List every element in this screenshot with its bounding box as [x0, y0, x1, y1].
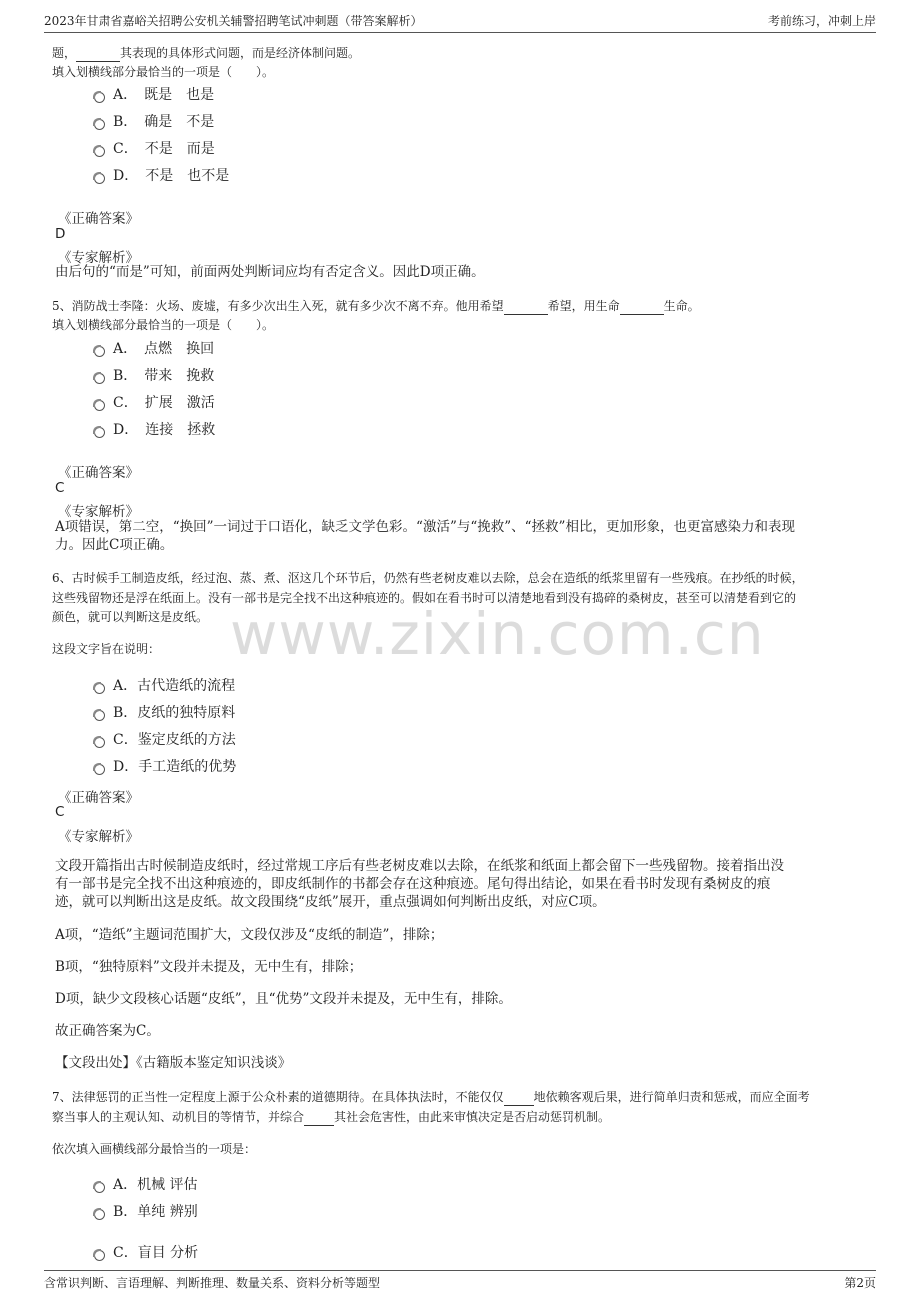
q4-option-a[interactable]: A． 既是 也是 — [94, 84, 214, 104]
fill-blank — [504, 1093, 534, 1106]
q4-analysis-label: 《专家解析》 — [58, 250, 139, 266]
q5-analysis-label: 《专家解析》 — [58, 504, 139, 520]
page-footer — [44, 1270, 876, 1293]
radio-icon — [94, 1250, 105, 1261]
q7-option-c[interactable]: C．盲目 分析 — [94, 1242, 198, 1262]
q4-prompt: 填入划横线部分最恰当的一项是（ ）。 — [52, 65, 275, 79]
watermark: www.zixin.com.cn — [230, 600, 765, 668]
q7-prompt: 依次填入画横线部分最恰当的一项是： — [52, 1142, 257, 1156]
q5-prompt: 填入划横线部分最恰当的一项是（ ）。 — [52, 318, 275, 332]
q6-stem-line-3: 颜色，就可以判断这是皮纸。 — [52, 610, 209, 624]
q5-analysis-line-2: 力。因此C项正确。 — [55, 537, 174, 553]
q5-option-d[interactable]: D． 连接 拯救 — [94, 419, 215, 439]
q4-stem: 题， 其表现的具体形式问题，而是经济体制问题。 — [52, 46, 361, 60]
header-slogan: 考前练习，冲刺上岸 — [767, 14, 876, 28]
q5-stem: 5、消防战士李隆：火场、废墟，有多少次出生入死，就有多少次不离不弃。他用希望 希望，用生命 生命。 — [52, 299, 700, 313]
q6-option-c[interactable]: C．鉴定皮纸的方法 — [94, 729, 236, 749]
q6-analysis-label: 《专家解析》 — [58, 829, 139, 845]
q6-source: 【文段出处】《古籍版本鉴定知识浅谈》 — [55, 1055, 292, 1071]
q7-stem-line-1: 7、法律惩罚的正当性一定程度上源于公众朴素的道德期待。在具体执法时，不能仅仅 地依赖客观后果，进行简单归责和惩戒，而应全面考 — [52, 1090, 810, 1104]
q4-option-d[interactable]: D． 不是 也不是 — [94, 165, 229, 185]
footer-question-types: 含常识判断、言语理解、判断推理、数量关系、资料分析等题型 — [44, 1276, 381, 1290]
q6-stem-line-1: 6、古时候手工制造皮纸，经过泡、蒸、煮、沤这几个环节后，仍然有些老树皮难以去除，总会在造纸的纸浆里留有一些残痕。在抄纸的时候， — [52, 571, 804, 585]
radio-icon — [94, 92, 105, 103]
q4-option-c[interactable]: C． 不是 而是 — [94, 138, 215, 158]
radio-icon — [94, 373, 105, 384]
radio-icon — [94, 683, 105, 694]
q4-answer-label: 《正确答案》 — [58, 211, 139, 227]
q5-option-a[interactable]: A． 点燃 换回 — [94, 338, 214, 358]
q5-answer-label: 《正确答案》 — [58, 465, 139, 481]
q6-analysis-line-1: 文段开篇指出古时候制造皮纸时，经过常规工序后有些老树皮难以去除，在纸浆和纸面上都会留下一些残留物。接着指出没 — [55, 858, 784, 874]
radio-icon — [94, 1209, 105, 1220]
q6-prompt: 这段文字旨在说明： — [52, 642, 161, 656]
q7-option-b[interactable]: B．单纯 辨别 — [94, 1201, 198, 1221]
fill-blank — [304, 1113, 334, 1126]
q6-analysis-line-3: 迹，就可以判断出这是皮纸。故文段围绕“皮纸”展开，重点强调如何判断出皮纸，对应C项。 — [55, 894, 606, 910]
radio-icon — [94, 1182, 105, 1193]
q5-option-b[interactable]: B． 带来 挽救 — [94, 365, 214, 385]
q5-option-c[interactable]: C． 扩展 激活 — [94, 392, 215, 412]
page-header — [44, 10, 876, 33]
page-number: 第2页 — [844, 1276, 876, 1290]
q5-answer: C — [55, 480, 65, 496]
q4-analysis: 由后句的“而是”可知，前面两处判断词应均有否定含义。因此D项正确。 — [55, 264, 485, 280]
radio-icon — [94, 119, 105, 130]
q6-option-d[interactable]: D．手工造纸的优势 — [94, 756, 236, 776]
fill-blank — [76, 49, 120, 62]
q6-note-d: D项，缺少文段核心话题“皮纸”，且“优势”文段并未提及，无中生有，排除。 — [55, 991, 512, 1007]
radio-icon — [94, 764, 105, 775]
q6-option-b[interactable]: B．皮纸的独特原料 — [94, 702, 235, 722]
q6-analysis-line-2: 有一部书是完全找不出这种痕迹的，即皮纸制作的书都会存在这种痕迹。尾句得出结论，如果在看书时发现有桑树皮的痕 — [55, 876, 771, 892]
radio-icon — [94, 427, 105, 438]
radio-icon — [94, 400, 105, 411]
fill-blank — [620, 302, 664, 315]
radio-icon — [94, 146, 105, 157]
q6-stem-line-2: 这些残留物还是浮在纸面上。没有一部书是完全找不出这种痕迹的。假如在看书时可以清楚地看到没有捣碎的桑树皮，甚至可以清楚看到它的 — [52, 591, 797, 605]
radio-icon — [94, 173, 105, 184]
q7-stem-line-2: 察当事人的主观认知、动机目的等情节，并综合 其社会危害性，由此来审慎决定是否启动惩罚机制。 — [52, 1110, 611, 1124]
q6-option-a[interactable]: A．古代造纸的流程 — [94, 675, 235, 695]
fill-blank — [504, 302, 548, 315]
radio-icon — [94, 737, 105, 748]
radio-icon — [94, 346, 105, 357]
q5-analysis-line-1: A项错误，第二空，“换回”一词过于口语化，缺乏文学色彩。“激活”与“挽救”、“拯救”相比，更加形象，也更富感染力和表现 — [55, 519, 795, 535]
q6-conclusion: 故正确答案为C。 — [55, 1023, 160, 1039]
document-title: 2023年甘肃省嘉峪关招聘公安机关辅警招聘笔试冲刺题（带答案解析） — [44, 14, 423, 28]
q4-option-b[interactable]: B． 确是 不是 — [94, 111, 214, 131]
radio-icon — [94, 710, 105, 721]
q6-answer: C — [55, 804, 65, 820]
q6-answer-label: 《正确答案》 — [58, 790, 139, 806]
q7-option-a[interactable]: A．机械 评估 — [94, 1174, 198, 1194]
q4-answer: D — [55, 226, 66, 242]
q6-note-a: A项，“造纸”主题词范围扩大，文段仅涉及“皮纸的制造”，排除； — [55, 927, 444, 943]
q6-note-b: B项，“独特原料”文段并未提及，无中生有，排除； — [55, 959, 363, 975]
